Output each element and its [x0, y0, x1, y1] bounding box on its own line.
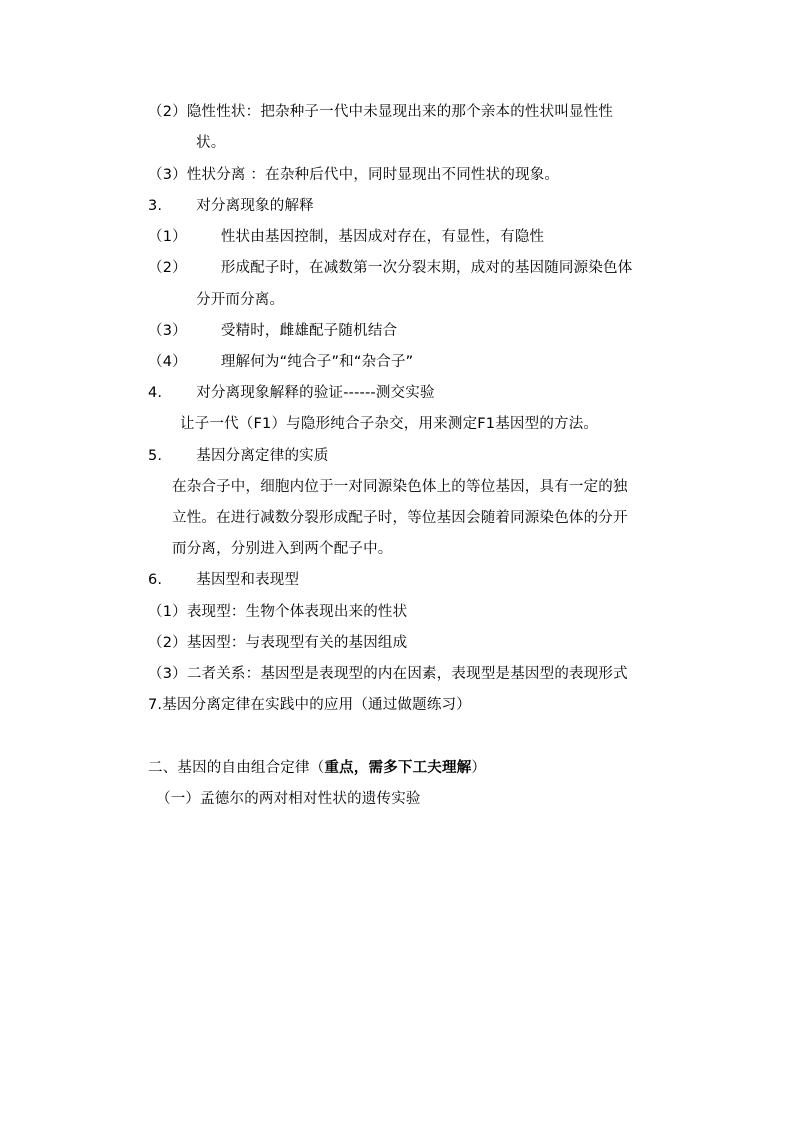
section-3-item-1: [148, 227, 544, 247]
item-number: （1）: [148, 229, 187, 245]
section-title: 基因分离定律的实质: [196, 448, 329, 464]
text: 7.基因分离定律在实践中的应用（通过做题练习）: [148, 697, 471, 713]
item-text: 受精时，雌雄配子随机结合: [220, 323, 398, 339]
text: 让子一代（F1）与隐形纯合子杂交，用来测定F1基因型的方法。: [180, 416, 599, 432]
text: （2）隐性性状：把杂种子一代中未显现出来的那个亲本的性状叫显性性: [148, 104, 614, 120]
section-6-item-1: [148, 602, 407, 622]
heading-emphasis: 重点，需多下工夫理解: [324, 760, 472, 776]
text: （1）表现型：生物个体表现出来的性状: [148, 604, 408, 620]
text: 在杂合子中，细胞内位于一对同源染色体上的等位基因，具有一定的独: [172, 479, 628, 495]
section-4-body: [180, 414, 598, 434]
section-number: 5.: [148, 448, 163, 464]
text: （一）孟德尔的两对相对性状的遗传实验: [156, 791, 421, 807]
text: （3）二者关系：基因型是表现型的内在因素，表现型是基因型的表现形式: [148, 666, 628, 682]
item-text: 形成配子时，在减数第一次分裂末期，成对的基因随同源染色体: [220, 260, 633, 276]
section-number: 3.: [148, 198, 163, 214]
item-2-recessive-trait: [148, 102, 613, 122]
section-6-heading: [148, 570, 299, 590]
section-6-item-2: [148, 633, 407, 653]
text: 而分离，分别进入到两个配子中。: [172, 541, 393, 557]
item-2-continuation: [196, 133, 225, 153]
heading-text: 二、基因的自由组合定律（: [148, 760, 325, 776]
item-3-segregation: [148, 165, 559, 185]
item-number: （2）: [148, 260, 187, 276]
section-5-heading: [148, 446, 329, 466]
section-5-body-line-1: [172, 477, 628, 497]
section-3-heading: [148, 196, 314, 216]
section-3-item-4: [148, 352, 413, 372]
section-3-item-2: [148, 258, 632, 278]
text: （2）基因型：与表现型有关的基因组成: [148, 635, 408, 651]
item-text: 理解何为“纯合子”和“杂合子”: [220, 354, 414, 370]
text: 立性。在进行减数分裂形成配子时，等位基因会随着同源染色体的分开: [172, 510, 628, 526]
text: 分开而分离。: [196, 292, 285, 308]
item-text: 性状由基因控制，基因成对存在，有显性，有隐性: [220, 229, 545, 245]
section-5-body-line-3: [172, 539, 393, 559]
text: 状。: [196, 135, 226, 151]
part-2-subheading: [156, 789, 421, 809]
section-3-item-2-continuation: [196, 290, 284, 310]
heading-close: ）: [471, 760, 487, 776]
section-title: 对分离现象的解释: [196, 198, 314, 214]
section-title: 基因型和表现型: [196, 572, 300, 588]
section-6-item-3: [148, 664, 628, 684]
item-number: （3）: [148, 323, 187, 339]
section-7-heading: [148, 695, 471, 715]
part-2-heading: [148, 758, 486, 778]
item-number: （4）: [148, 354, 187, 370]
section-number: 6.: [148, 572, 163, 588]
section-4-heading: [148, 383, 435, 403]
section-title: 对分离现象解释的验证------测交实验: [196, 385, 435, 401]
text: （3）性状分离 ：在杂种后代中，同时显现出不同性状的现象。: [148, 167, 560, 183]
section-5-body-line-2: [172, 508, 628, 528]
section-3-item-3: [148, 321, 397, 341]
section-number: 4.: [148, 385, 163, 401]
